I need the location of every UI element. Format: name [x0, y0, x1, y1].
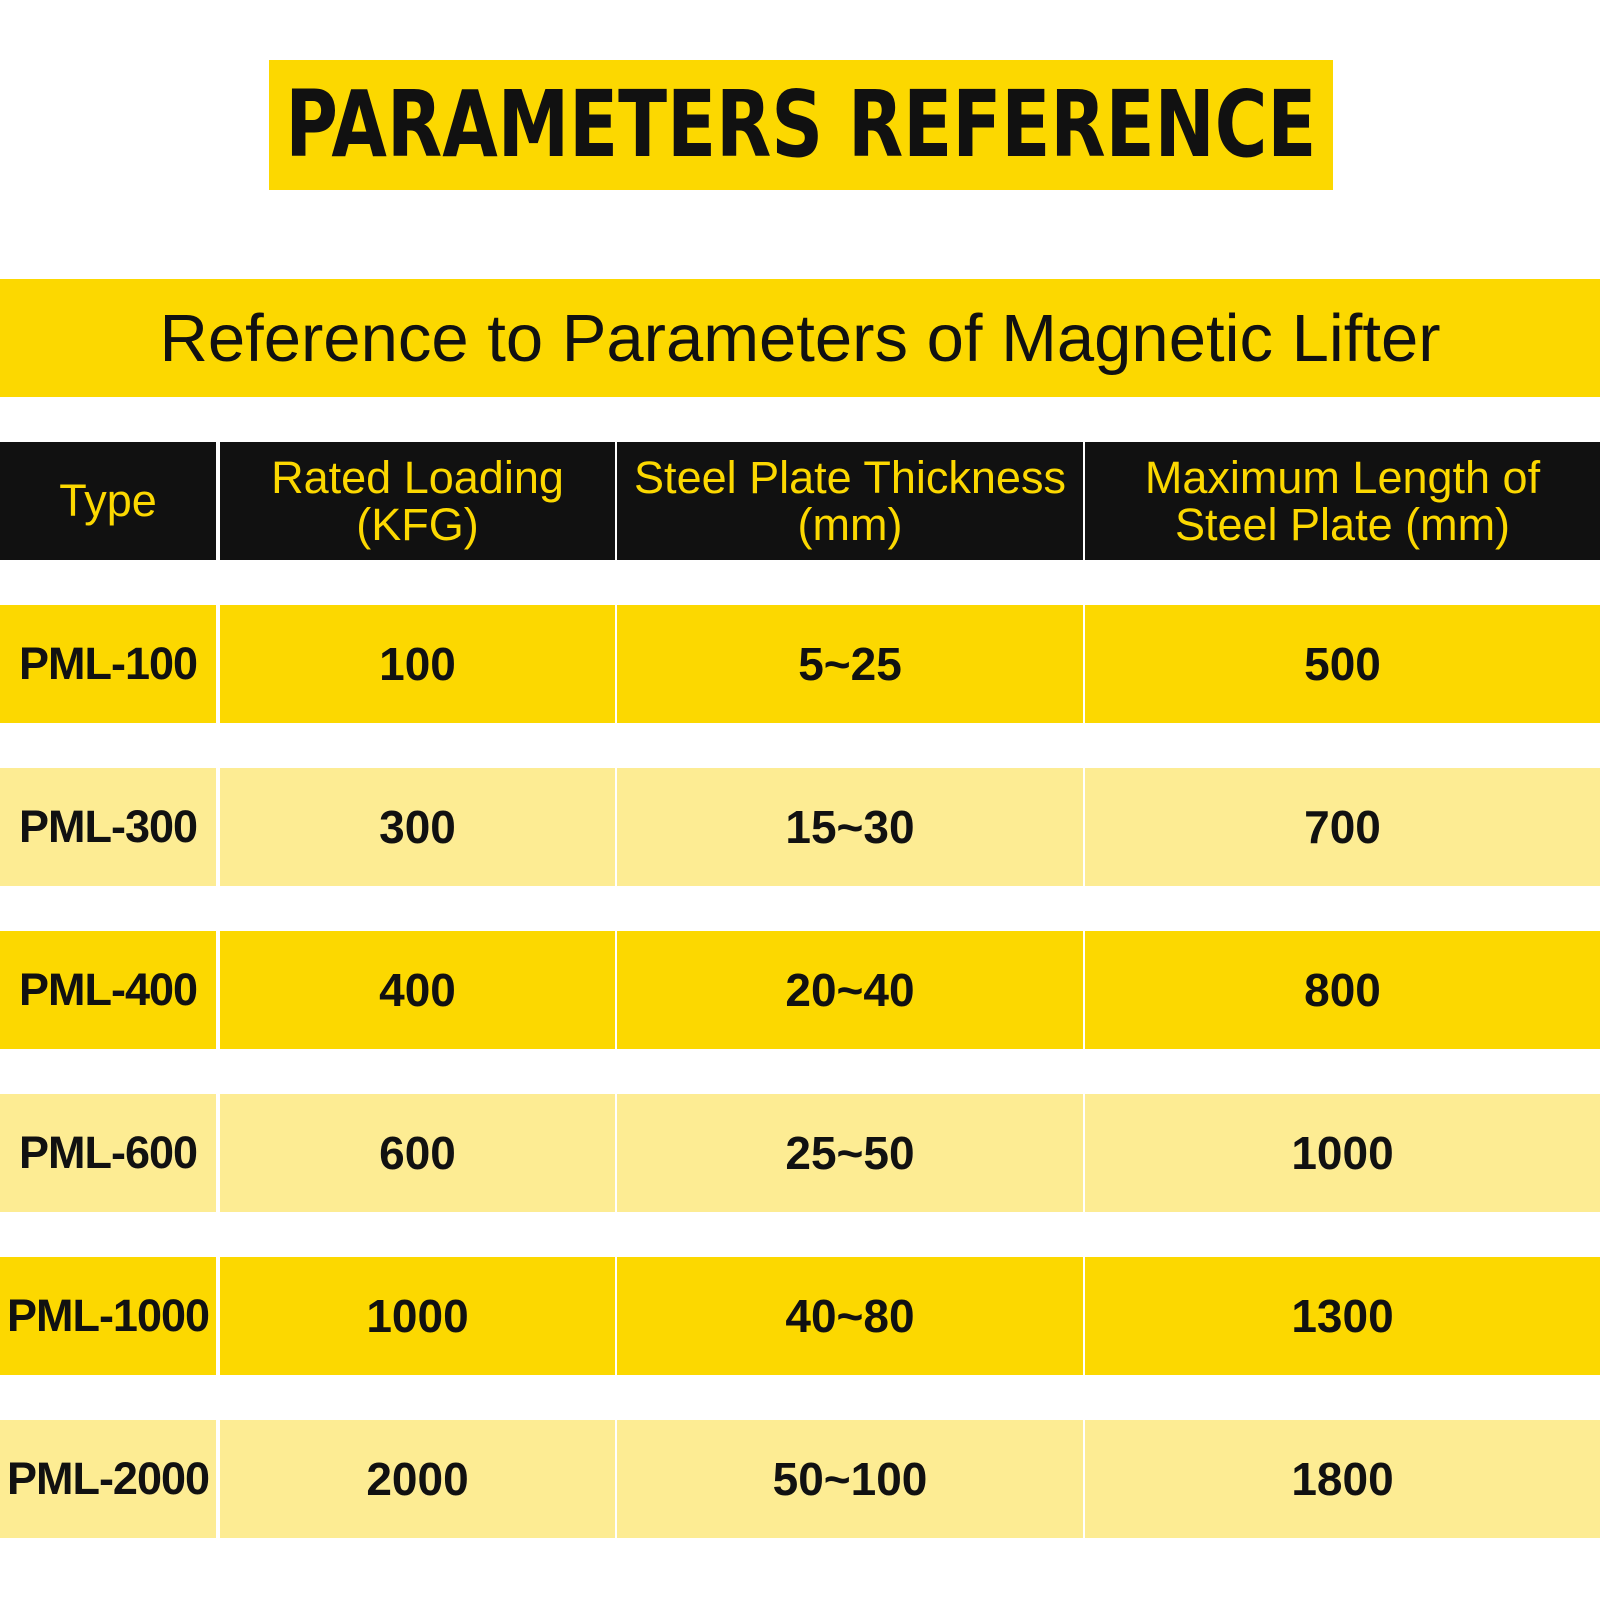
header-max-length-line2: Steel Plate (mm) — [1174, 499, 1511, 550]
cell-max-length: 1000 — [1085, 1094, 1600, 1212]
header-rated-loading — [220, 442, 615, 560]
title-banner — [269, 60, 1333, 190]
cell-max-length: 700 — [1085, 768, 1600, 886]
cell-max-length: 800 — [1085, 931, 1600, 1049]
header-type-label: Type — [59, 475, 157, 527]
cell-plate-thickness: 5~25 — [617, 605, 1083, 723]
cell-type: PML-2000 — [0, 1420, 216, 1538]
header-max-length-line1: Maximum Length of — [1144, 451, 1541, 503]
cell-max-length: 1300 — [1085, 1257, 1600, 1375]
page-title: PARAMETERS REFERENCE — [285, 71, 1317, 178]
cell-plate-thickness: 40~80 — [617, 1257, 1083, 1375]
table-header-row — [0, 442, 1600, 560]
cell-plate-thickness: 50~100 — [617, 1420, 1083, 1538]
table-row — [0, 931, 1600, 1049]
cell-rated-loading: 600 — [220, 1094, 615, 1212]
cell-rated-loading: 400 — [220, 931, 615, 1049]
header-plate-thickness-line1: Steel Plate Thickness — [634, 451, 1066, 503]
table-row — [0, 605, 1600, 723]
cell-rated-loading: 2000 — [220, 1420, 615, 1538]
table-row — [0, 1420, 1600, 1538]
cell-plate-thickness: 20~40 — [617, 931, 1083, 1049]
cell-type: PML-600 — [0, 1094, 216, 1212]
header-rated-loading-line1: Rated Loading — [271, 451, 564, 503]
table-row — [0, 1094, 1600, 1212]
cell-type: PML-400 — [0, 931, 216, 1049]
cell-max-length: 500 — [1085, 605, 1600, 723]
table-row — [0, 768, 1600, 886]
cell-max-length: 1800 — [1085, 1420, 1600, 1538]
cell-plate-thickness: 15~30 — [617, 768, 1083, 886]
header-type — [0, 442, 216, 560]
header-plate-thickness — [617, 442, 1083, 560]
header-rated-loading-line2: (KFG) — [356, 499, 479, 550]
cell-rated-loading: 1000 — [220, 1257, 615, 1375]
cell-rated-loading: 100 — [220, 605, 615, 723]
cell-type: PML-300 — [0, 768, 216, 886]
cell-rated-loading: 300 — [220, 768, 615, 886]
header-plate-thickness-line2: (mm) — [797, 499, 903, 550]
table-row — [0, 1257, 1600, 1375]
table-subtitle: Reference to Parameters of Magnetic Lifter — [159, 300, 1441, 376]
cell-plate-thickness: 25~50 — [617, 1094, 1083, 1212]
subtitle-bar — [0, 279, 1600, 397]
header-max-length — [1085, 442, 1600, 560]
cell-type: PML-1000 — [0, 1257, 216, 1375]
cell-type: PML-100 — [0, 605, 216, 723]
